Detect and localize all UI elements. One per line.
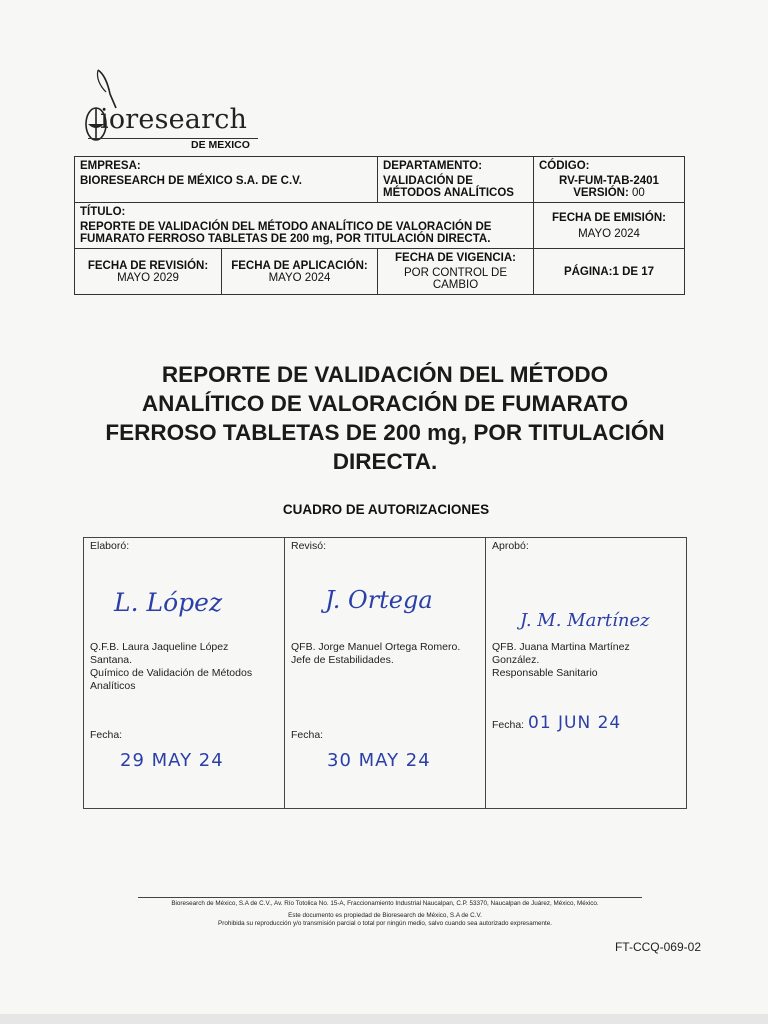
vigencia-value-2: CAMBIO xyxy=(432,279,479,291)
pagina-cell: PÁGINA:1 DE 17 xyxy=(534,249,685,295)
departamento-value-2: MÉTODOS ANALÍTICOS xyxy=(383,187,514,199)
document-title xyxy=(70,360,700,476)
vigencia-value-1: POR CONTROL DE xyxy=(403,267,508,279)
aplicacion-cell xyxy=(222,249,378,295)
bioresearch-logo xyxy=(84,64,264,154)
elaboro-position-line: Analíticos xyxy=(90,680,136,692)
empresa-cell xyxy=(75,157,378,203)
document-header-table xyxy=(74,156,685,295)
vigencia-label: FECHA DE VIGENCIA: xyxy=(395,252,516,264)
emision-label: FECHA DE EMISIÓN: xyxy=(552,211,666,224)
elaboro-signature: L. López xyxy=(114,588,223,617)
aplicacion-value: MAYO 2024 xyxy=(268,271,331,284)
departamento-label: DEPARTAMENTO: xyxy=(383,160,483,172)
footer-notice-1: Este documento es propiedad de Bioresearch de México, S.A de C.V. xyxy=(288,912,482,919)
reviso-cell xyxy=(285,538,486,809)
titulo-value-2: FUMARATO FERROSO TABLETAS DE 200 mg, POR TITULACIÓN DIRECTA. xyxy=(80,233,491,245)
codigo-value: RV-FUM-TAB-2401 xyxy=(559,175,659,187)
vigencia-cell xyxy=(378,249,534,295)
codigo-label: CÓDIGO: xyxy=(539,160,590,172)
reviso-person xyxy=(291,641,471,667)
emision-value: MAYO 2024 xyxy=(578,227,640,240)
reviso-position-line: Jefe de Estabilidades. xyxy=(291,654,394,666)
version-value: 00 xyxy=(632,187,645,199)
revision-cell xyxy=(75,249,222,295)
titulo-cell xyxy=(75,203,534,249)
emision-cell xyxy=(534,203,685,249)
codigo-cell xyxy=(534,157,685,203)
revision-label: FECHA DE REVISIÓN: xyxy=(87,259,209,272)
version-label: VERSIÓN: xyxy=(573,187,629,199)
aprobo-person xyxy=(492,641,672,680)
elaboro-fecha-value: 29 MAY 24 xyxy=(120,750,224,771)
elaboro-position-line: Químico de Validación de Métodos xyxy=(90,667,253,679)
departamento-value-1: VALIDACIÓN DE xyxy=(383,175,473,187)
authorizations-heading: CUADRO DE AUTORIZACIONES xyxy=(282,502,490,517)
title-line: DIRECTA. xyxy=(332,449,438,474)
aprobo-cell xyxy=(486,538,687,809)
aprobo-position-line: Responsable Sanitario xyxy=(492,667,598,679)
logo-subtitle: DE MEXICO xyxy=(191,139,250,151)
authorizations-table xyxy=(83,537,687,809)
aprobo-fecha-label: Fecha: xyxy=(492,719,525,731)
elaboro-person xyxy=(90,641,270,693)
title-line: FERROSO TABLETAS DE 200 mg, POR TITULACIÓN xyxy=(105,420,665,445)
aprobo-fecha-value: 01 JUN 24 xyxy=(528,713,622,733)
titulo-label: TÍTULO: xyxy=(80,206,126,218)
reviso-name-line: QFB. Jorge Manuel Ortega Romero. xyxy=(291,641,461,653)
title-line: ANALÍTICO DE VALORACIÓN DE FUMARATO xyxy=(141,391,629,416)
empresa-label: EMPRESA: xyxy=(80,160,141,172)
reviso-signature: J. Ortega xyxy=(325,586,433,614)
elaboro-role: Elaboró: xyxy=(90,540,130,552)
empresa-value: BIORESEARCH DE MÉXICO S.A. DE C.V. xyxy=(80,175,302,187)
aprobo-name-line: González. xyxy=(492,654,540,666)
elaboro-name-line: Q.F.B. Laura Jaqueline López xyxy=(90,641,229,653)
reviso-role: Revisó: xyxy=(291,540,327,552)
reviso-fecha-value: 30 MAY 24 xyxy=(327,750,431,771)
logo-wordmark: ioresearch xyxy=(100,104,248,135)
titulo-value-1: REPORTE DE VALIDACIÓN DEL MÉTODO ANALÍTICO DE VALORACIÓN DE xyxy=(80,221,492,233)
aprobo-name-line: QFB. Juana Martina Martínez xyxy=(492,641,630,653)
form-code: FT-CCQ-069-02 xyxy=(614,940,701,954)
aprobo-role: Aprobó: xyxy=(492,540,529,552)
elaboro-cell xyxy=(84,538,285,809)
elaboro-fecha-label: Fecha: xyxy=(90,729,123,741)
reviso-fecha-label: Fecha: xyxy=(291,729,324,741)
revision-value: MAYO 2029 xyxy=(117,271,179,284)
scan-edge xyxy=(0,1014,768,1024)
departamento-cell xyxy=(378,157,534,203)
aplicacion-label: FECHA DE APLICACIÓN: xyxy=(231,259,368,272)
aprobo-signature: J. M. Martínez xyxy=(520,610,650,631)
footer-address: Bioresearch de México, S.A de C.V., Av. Río Totolica No. 15-A, Fraccionamiento Industrial Naucalpan, C.P. 53370, Naucalpan de Juárez, México, México. xyxy=(171,900,599,907)
elaboro-name-line: Santana. xyxy=(90,654,133,666)
footer-divider xyxy=(138,897,642,898)
footer-notice-2: Prohibida su reproducción y/o transmisión parcial o total por ningún medio, salvo cuando sea autorizado expresamente. xyxy=(218,920,552,927)
title-line: REPORTE DE VALIDACIÓN DEL MÉTODO xyxy=(161,362,609,387)
